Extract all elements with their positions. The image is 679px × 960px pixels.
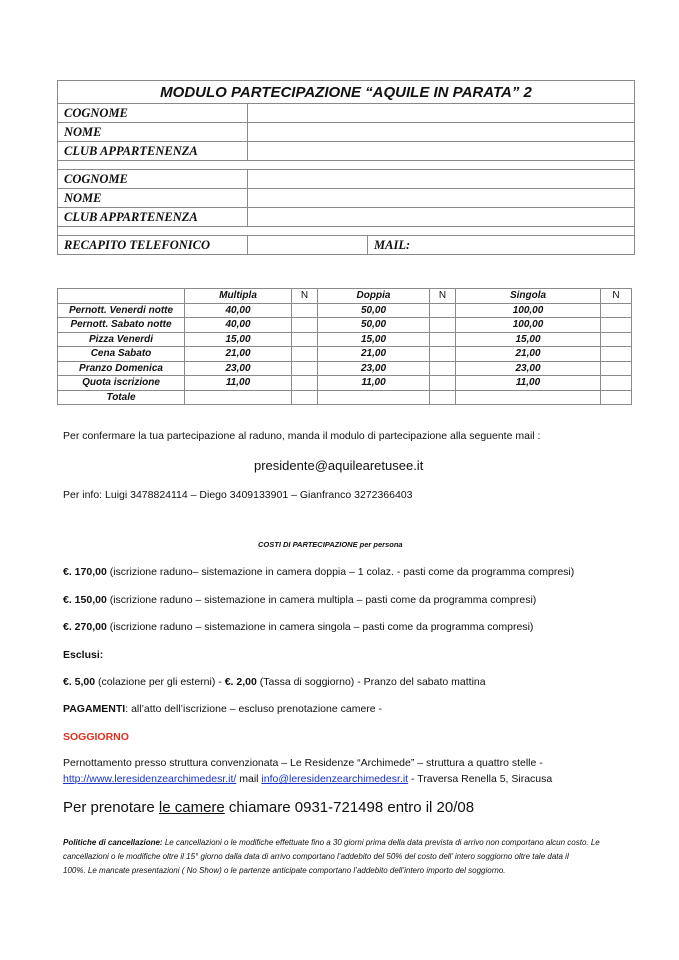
doppia-price: 50,00 bbox=[318, 318, 430, 333]
surname-field-1[interactable] bbox=[248, 104, 635, 123]
hotel-mail-link[interactable]: info@leresidenzearchimedesr.it bbox=[261, 773, 409, 785]
table-row bbox=[58, 318, 632, 333]
mail-label[interactable]: MAIL: bbox=[368, 236, 635, 255]
multipla-price: 11,00 bbox=[185, 376, 292, 391]
cancellation-line: 100%. Le mancate presentazioni ( No Show) o le partenze anticipate comportano l’addebito dell’intero importo del soggiorno. bbox=[63, 866, 506, 875]
form-title: MODULO PARTECIPAZIONE “AQUILE IN PARATA” 2 bbox=[58, 81, 635, 104]
n-cell[interactable] bbox=[430, 347, 456, 362]
header-n: N bbox=[292, 289, 318, 304]
participation-form bbox=[57, 80, 635, 255]
total-label: Totale bbox=[58, 390, 185, 405]
multipla-price: 40,00 bbox=[185, 318, 292, 333]
n-cell[interactable] bbox=[430, 332, 456, 347]
cancellation-line bbox=[63, 836, 623, 850]
doppia-price: 15,00 bbox=[318, 332, 430, 347]
cost-item bbox=[63, 594, 536, 606]
cost-price: €. 150,00 bbox=[63, 594, 107, 606]
n-cell[interactable] bbox=[601, 376, 632, 391]
excluded-desc: (colazione per gli esterni) - bbox=[95, 676, 225, 688]
hotel-address: - Traversa Renella 5, Siracusa bbox=[408, 773, 553, 785]
multipla-total[interactable] bbox=[185, 390, 292, 405]
header-empty bbox=[58, 289, 185, 304]
singola-price: 21,00 bbox=[456, 347, 601, 362]
n-cell[interactable] bbox=[601, 332, 632, 347]
singola-price: 100,00 bbox=[456, 318, 601, 333]
multipla-price: 15,00 bbox=[185, 332, 292, 347]
cancellation-text: Le cancellazioni o le modifiche effettuate fino a 30 giorni prima della data prevista di arrivo non comportano alcun costo. Le bbox=[162, 838, 600, 847]
club-label-2: CLUB APPARTENENZA bbox=[58, 208, 248, 227]
payments-label: PAGAMENTI bbox=[63, 703, 126, 715]
cost-desc: (iscrizione raduno– sistemazione in camera doppia – 1 colaz. - pasti come da programma compresi) bbox=[106, 566, 575, 578]
club-field-1[interactable] bbox=[248, 142, 635, 161]
table-row bbox=[58, 376, 632, 391]
costs-heading: COSTI DI PARTECIPAZIONE per persona bbox=[258, 540, 403, 549]
doppia-total[interactable] bbox=[318, 390, 430, 405]
cancellation-label: Politiche di cancellazione: bbox=[63, 838, 163, 847]
excluded-label: Esclusi: bbox=[63, 649, 104, 661]
club-label-1: CLUB APPARTENENZA bbox=[58, 142, 248, 161]
n-cell[interactable] bbox=[292, 376, 318, 391]
header-n: N bbox=[601, 289, 632, 304]
multipla-price: 40,00 bbox=[185, 303, 292, 318]
surname-field-2[interactable] bbox=[248, 170, 635, 189]
n-cell[interactable] bbox=[430, 318, 456, 333]
booking-rooms-link[interactable]: le camere bbox=[158, 799, 225, 816]
name-field-2[interactable] bbox=[248, 189, 635, 208]
header-doppia: Doppia bbox=[318, 289, 430, 304]
table-row bbox=[58, 303, 632, 318]
cost-item bbox=[63, 566, 574, 578]
row-label: Pernott. Venerdi notte bbox=[58, 303, 185, 318]
n-cell[interactable] bbox=[430, 303, 456, 318]
n-cell[interactable] bbox=[292, 332, 318, 347]
n-cell[interactable] bbox=[430, 390, 456, 405]
name-label-1: NOME bbox=[58, 123, 248, 142]
singola-price: 100,00 bbox=[456, 303, 601, 318]
row-label: Cena Sabato bbox=[58, 347, 185, 362]
total-row bbox=[58, 390, 632, 405]
booking-prefix: Per prenotare bbox=[63, 799, 159, 816]
payments-line bbox=[63, 703, 382, 715]
cost-price: €. 270,00 bbox=[63, 621, 107, 633]
cost-desc: (iscrizione raduno – sistemazione in camera multipla – pasti come da programma compresi) bbox=[106, 594, 537, 606]
hotel-website-link[interactable]: http://www.leresidenzearchimedesr.it/ bbox=[63, 773, 237, 785]
cost-price: €. 170,00 bbox=[63, 566, 107, 578]
name-label-2: NOME bbox=[58, 189, 248, 208]
doppia-price: 21,00 bbox=[318, 347, 430, 362]
surname-label-2: COGNOME bbox=[58, 170, 248, 189]
prices-table bbox=[57, 288, 632, 405]
booking-line bbox=[63, 799, 474, 816]
n-cell[interactable] bbox=[292, 347, 318, 362]
phone-field[interactable] bbox=[248, 236, 368, 255]
excluded-price: €. 5,00 bbox=[63, 676, 96, 688]
header-singola: Singola bbox=[456, 289, 601, 304]
n-cell[interactable] bbox=[430, 361, 456, 376]
singola-price: 23,00 bbox=[456, 361, 601, 376]
singola-price: 15,00 bbox=[456, 332, 601, 347]
doppia-price: 11,00 bbox=[318, 376, 430, 391]
header-n: N bbox=[430, 289, 456, 304]
n-cell[interactable] bbox=[292, 303, 318, 318]
confirm-text: Per confermare la tua partecipazione al raduno, manda il modulo di partecipazione alla seguente mail : bbox=[63, 430, 541, 442]
cancellation-policy bbox=[63, 836, 623, 878]
n-cell[interactable] bbox=[601, 318, 632, 333]
multipla-price: 21,00 bbox=[185, 347, 292, 362]
cost-item bbox=[63, 621, 533, 633]
soggiorno-heading: SOGGIORNO bbox=[63, 731, 129, 743]
phone-label: RECAPITO TELEFONICO bbox=[58, 236, 248, 255]
doppia-price: 23,00 bbox=[318, 361, 430, 376]
n-cell[interactable] bbox=[601, 303, 632, 318]
n-cell[interactable] bbox=[601, 390, 632, 405]
doppia-price: 50,00 bbox=[318, 303, 430, 318]
form-spacer bbox=[58, 161, 635, 170]
surname-label-1: COGNOME bbox=[58, 104, 248, 123]
soggiorno-text: Pernottamento presso struttura convenzionata – Le Residenze “Archimede” – struttura a quattro stelle - bbox=[63, 757, 543, 769]
row-label: Pernott. Sabato notte bbox=[58, 318, 185, 333]
info-text: Per info: Luigi 3478824114 – Diego 3409133901 – Gianfranco 3272366403 bbox=[63, 489, 413, 501]
prices-header-row bbox=[58, 289, 632, 304]
excluded-line bbox=[63, 676, 486, 688]
excluded-price: €. 2,00 bbox=[224, 676, 257, 688]
table-row bbox=[58, 347, 632, 362]
header-multipla: Multipla bbox=[185, 289, 292, 304]
mail-word: mail bbox=[236, 773, 262, 785]
soggiorno-links bbox=[63, 773, 552, 785]
payments-text: : all’atto dell’iscrizione – escluso prenotazione camere - bbox=[125, 703, 383, 715]
singola-price: 11,00 bbox=[456, 376, 601, 391]
multipla-price: 23,00 bbox=[185, 361, 292, 376]
row-label: Quota iscrizione bbox=[58, 376, 185, 391]
email-address[interactable]: presidente@aquilearetusee.it bbox=[254, 458, 424, 473]
form-spacer bbox=[58, 227, 635, 236]
n-cell[interactable] bbox=[430, 376, 456, 391]
n-cell[interactable] bbox=[292, 390, 318, 405]
table-row bbox=[58, 332, 632, 347]
singola-total[interactable] bbox=[456, 390, 601, 405]
name-field-1[interactable] bbox=[248, 123, 635, 142]
n-cell[interactable] bbox=[601, 361, 632, 376]
club-field-2[interactable] bbox=[248, 208, 635, 227]
cost-desc: (iscrizione raduno – sistemazione in camera singola – pasti come da programma compresi) bbox=[106, 621, 534, 633]
cancellation-line: cancellazioni o le modifiche oltre il 15° giorno dalla data di arrivo comportano l’addebito del 50% del costo dell’ intero soggiorno oltre tale data il bbox=[63, 852, 569, 861]
n-cell[interactable] bbox=[292, 361, 318, 376]
row-label: Pranzo Domenica bbox=[58, 361, 185, 376]
n-cell[interactable] bbox=[601, 347, 632, 362]
row-label: Pizza Venerdi bbox=[58, 332, 185, 347]
table-row bbox=[58, 361, 632, 376]
booking-suffix: chiamare 0931-721498 entro il 20/08 bbox=[224, 799, 475, 816]
n-cell[interactable] bbox=[292, 318, 318, 333]
excluded-desc: (Tassa di soggiorno) - Pranzo del sabato mattina bbox=[256, 676, 486, 688]
